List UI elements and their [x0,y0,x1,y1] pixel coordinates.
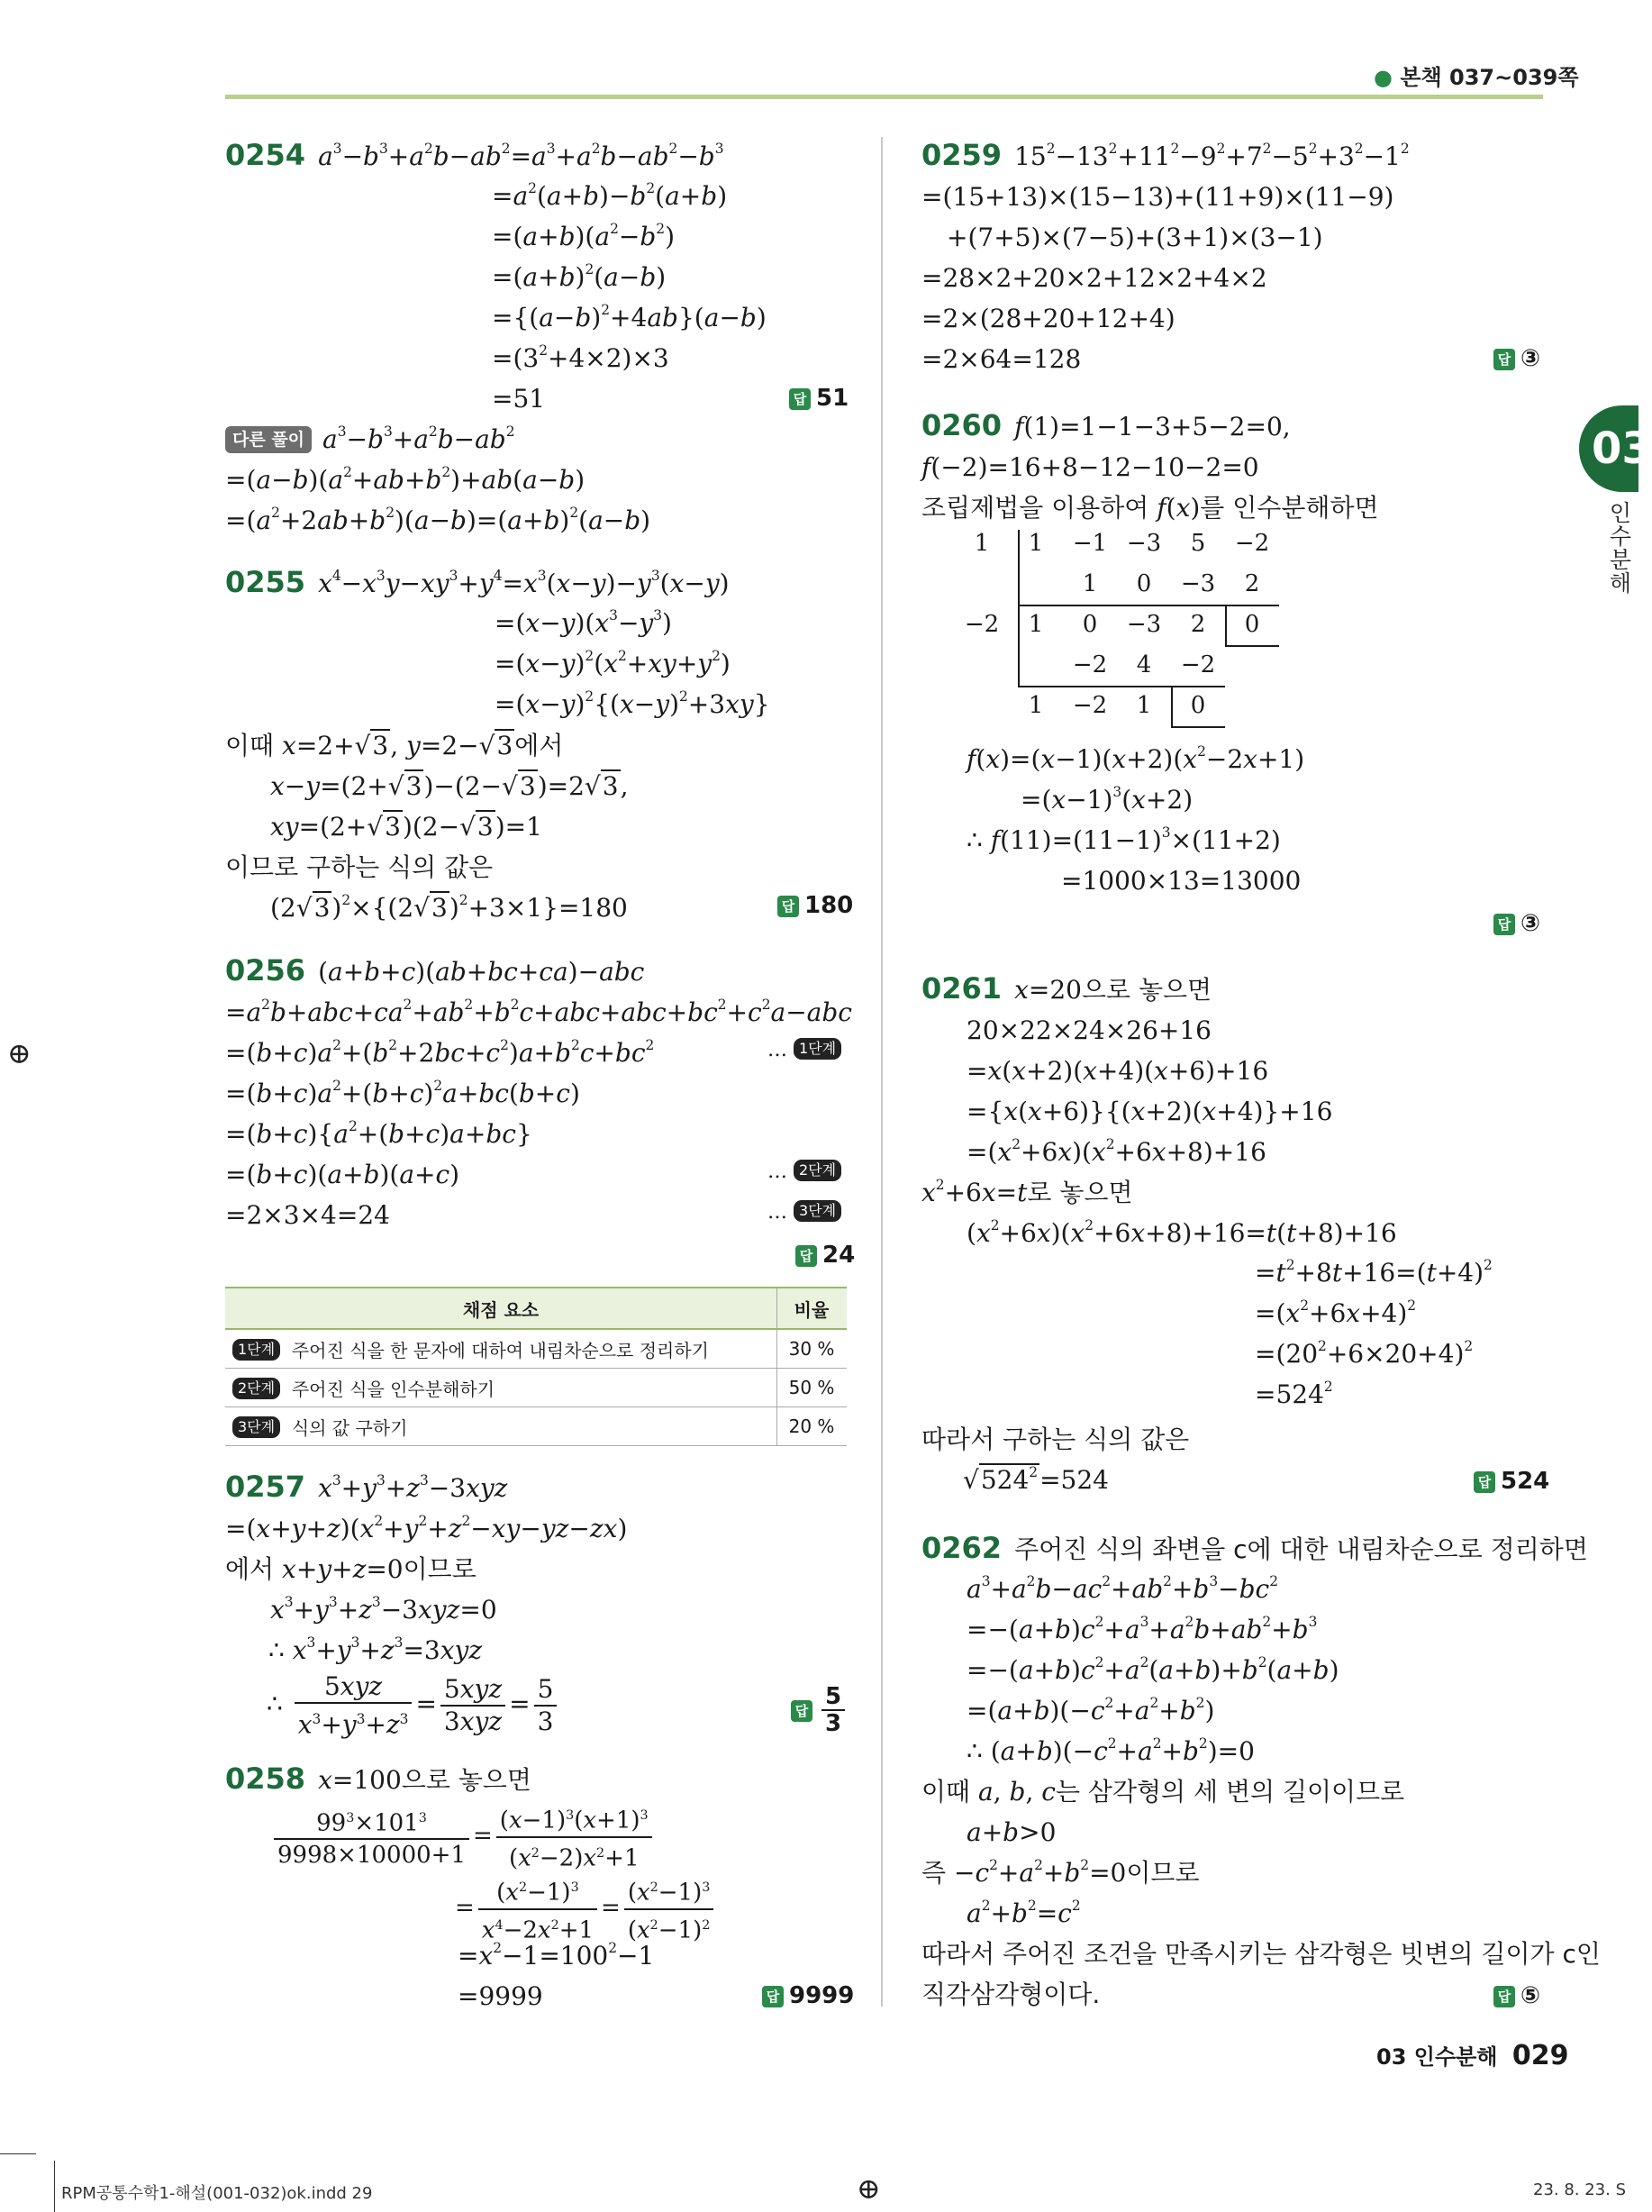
step2-marker: … 2단계 [767,1160,841,1183]
problem-0258-fraction1: $\frac{99^3\times 101^3}{9998\times 10000+1}$ = $\frac{(x-1)^3(x+1)^3}{(x^2-2)x^2+1}$ [270,1800,656,1873]
table-row: 2단계 주어진 식을 인수분해하기 50 % [225,1369,847,1407]
answer-0257: 답 $\frac{5}{3}$ [791,1684,849,1736]
print-file-info: RPM공통수학1-해설(001-032)ok.indd 29 [61,2184,373,2203]
problem-0255-steps: $=(x-y)(x^3-y^3)$ $=(x-y)^2(x^2+xy+y^2)$ $=(x-y)^2\{(x-y)^2+3xy\}$ [495,606,770,719]
answer-0259: 답 ③ [1493,345,1540,372]
answer-0256: 답 24 [795,1242,855,1269]
division-line [1225,605,1227,647]
answer-0260: 답 ③ [1493,910,1540,937]
problem-0255-values: 이때 x=2+√3, y=2−√3에서 x−y=(2+√3)−(2−√3)=2√3, xy=(2+√3)(2−√3)=1 이므로 구하는 식의 값은 $(2√3)^2\times\{(2√3)^2+3\times 1\}=180$ [225,731,629,923]
problem-0262: 0262 주어진 식의 좌변을 c에 대한 내림차순으로 정리하면 [921,1531,1588,1565]
problem-0262-steps: $a^3+a^2b-ac^2+ab^2+b^3-bc^2$ $=-(a+b)c^2+a^3+a^2b+ab^2+b^3$ $=-(a+b)c^2+a^2(a+b)+b^2(a+b)$ $=(a+b)(-c^2+a^2+b^2)$ ∴ $(a+b)(-c^2+a^2+b^2)=0$ [967,1572,1339,1766]
book-reference: ● 본책 037~039쪽 [1374,65,1579,90]
chapter-side-label: 인수분해 [1606,501,1632,595]
problem-0258: 0258 x=100으로 놓으면 [225,1761,531,1796]
table-header: 채점 요소 [225,1288,777,1329]
alt-solution-0254: 다른 풀이 $a^3-b^3+a^2b-ab^2$ $=(a-b)(a^2+ab+b^2)+ab(a-b)$ $=(a^2+2ab+b^2)(a-b)=(a+b)^2(a-b)$ [225,423,651,535]
print-date: 23. 8. 23. S [1533,2180,1627,2199]
answer-0258: 답 9999 [762,1982,854,2009]
division-line [1018,606,1020,687]
division-line [1018,686,1225,687]
step1-marker: … 1단계 [767,1038,841,1061]
division-line [1171,726,1225,728]
page-footer: 03 인수분해 029 [1376,2040,1569,2071]
answer-0255: 답 180 [777,892,853,919]
problem-0255: 0255 $x^4-x^3y-xy^3+y^4=x^3(x-y)-y^3(x-y)$ [225,565,730,599]
problem-0260: 0260 f(1)=1−1−3+5−2=0, f(−2)=16+8−12−10−2=0 조립제법을 이용하여 f(x)를 인수분해하면 [921,408,1379,523]
problem-0259: 0259 $15^2-13^2+11^2-9^2+7^2-5^2+3^2-1^2$ =(15+13)×(15−13)+(11+9)×(11−9) +(7+5)×(7−5)+(3+1)×(3−1) =28×2+20×2+12×2+4×2 =2×(28+20+12+4) =2×64=128 [921,138,1410,374]
footer-rule [54,2161,55,2212]
problem-0254: 0254 $a^3-b^3+a^2b-ab^2=a^3+a^2b-ab^2-b^3$ [225,138,724,172]
scoring-table [225,1287,847,1446]
page-number: 029 [1511,2040,1569,2071]
problem-0260-result: $f(x)=(x-1)(x+2)(x^2-2x+1)$ $=(x-1)^3(x+2)$ ∴ $f(11)=(11-1)^3\times(11+2)$ =1000×13=13000 [967,742,1305,896]
divisor: −2 [964,611,1000,638]
division-line [1018,605,1279,606]
problem-0262-conclusion: 이때 a, b, c는 삼각형의 세 변의 길이이므로 a+b>0 즉 $-c^2+a^2+b^2=0$이므로 $a^2+b^2=c^2$ 따라서 주어진 조건을 만족시키는 삼각형은 빗변의 길이가 c인 직각삼각형이다. [921,1777,1601,2009]
registration-mark-icon: ⊕ [857,2171,881,2206]
table-row: 3단계 식의 값 구하기 20 % [225,1407,847,1446]
column-divider [881,137,883,2007]
problem-0261-final: 따라서 구하는 식의 값은 $√524^2=524$ [921,1425,1190,1495]
division-line [1171,686,1173,728]
problem-0258-fraction2: = $\frac{(x^2-1)^3}{x^4-2x^2+1}$ = $\frac{(x^2-1)^3}{(x^2-1)^2}$ [455,1872,717,1945]
bullet-dot-icon: ● [1374,65,1393,90]
problem-0261: 0261 x=20으로 놓으면 20×22×24×26+16 =x(x+2)(x+4)(x+6)+16 ={x(x+6)}{(x+2)(x+4)}+16 $=(x^2+6x)(x^2+6x+8)+16$ $x^2+6x=t$로 놓으면 $(x^2+6x)(x^2+6x+8)+16=t(t+8)+16$ [921,971,1397,1248]
answer-0262: 답 ⑤ [1493,1982,1540,2009]
footer-rule [0,2153,36,2154]
problem-0257-fraction: ∴ $\frac{\text{5xyz}}{x^3+y^3+z^3}$ = $\frac{\text{5xyz}}{\text{3xyz}}$ = $\frac{5}{3}$ [267,1671,560,1740]
table-header: 비율 [777,1288,848,1329]
division-line [1225,645,1279,647]
answer-0254: 답 51 [789,385,849,412]
divisor: 1 [974,530,990,557]
chapter-tab: 03 [1579,405,1638,492]
header-rule [225,95,1543,99]
synthetic-division: 1 1 −1 −3 5 −2 1 0 −3 2 −2 1 0 −3 2 0 −2 4 −2 1 −2 1 0 [973,530,1315,737]
table-row: 1단계 주어진 식을 한 문자에 대하여 내림차순으로 정리하기 30 % [225,1329,847,1369]
registration-mark-icon: ⊕ [7,1036,32,1070]
problem-0254-steps: $=a^2(a+b)-b^2(a+b)$ $=(a+b)(a^2-b^2)$ $=(a+b)^2(a-b)$ $=\{(a-b)^2+4ab\}(a-b)$ $=(3^2+4\times 2)\times 3$ =51 [492,179,767,414]
division-line [1018,530,1020,606]
answer-0261: 답 524 [1474,1468,1549,1495]
step3-marker: … 3단계 [767,1200,841,1224]
problem-0258-steps: $=x^2-1=100^2-1$ =9999 [458,1939,655,2011]
problem-0256: 0256 (a+b+c)(ab+bc+ca)−abc $=a^2b+abc+ca^2+ab^2+b^2c+abc+abc+bc^2+c^2a-abc$ $=(b+c)a^2+(b^2+2bc+c^2)a+b^2c+bc^2$ $=(b+c)a^2+(b+c)^2a+bc(b+c)$ $=(b+c)\{a^2+(b+c)a+bc\}$ =(b+c)(a+b)(a+c) =2×3×4=24 [225,953,852,1230]
problem-0261-steps: $=t^2+8t+16=(t+4)^2$ $=(x^2+6x+4)^2$ $=(20^2+6\times 20+4)^2$ $=524^2$ [1255,1256,1493,1409]
problem-0257: 0257 $x^3+y^3+z^3-3xyz$ $=(x+y+z)(x^2+y^2+z^2-xy-yz-zx)$ 에서 x+y+z=0이므로 $x^3+y^3+z^3-3xyz=0$ ∴ $x^3+y^3+z^3=3xyz$ [225,1470,628,1665]
